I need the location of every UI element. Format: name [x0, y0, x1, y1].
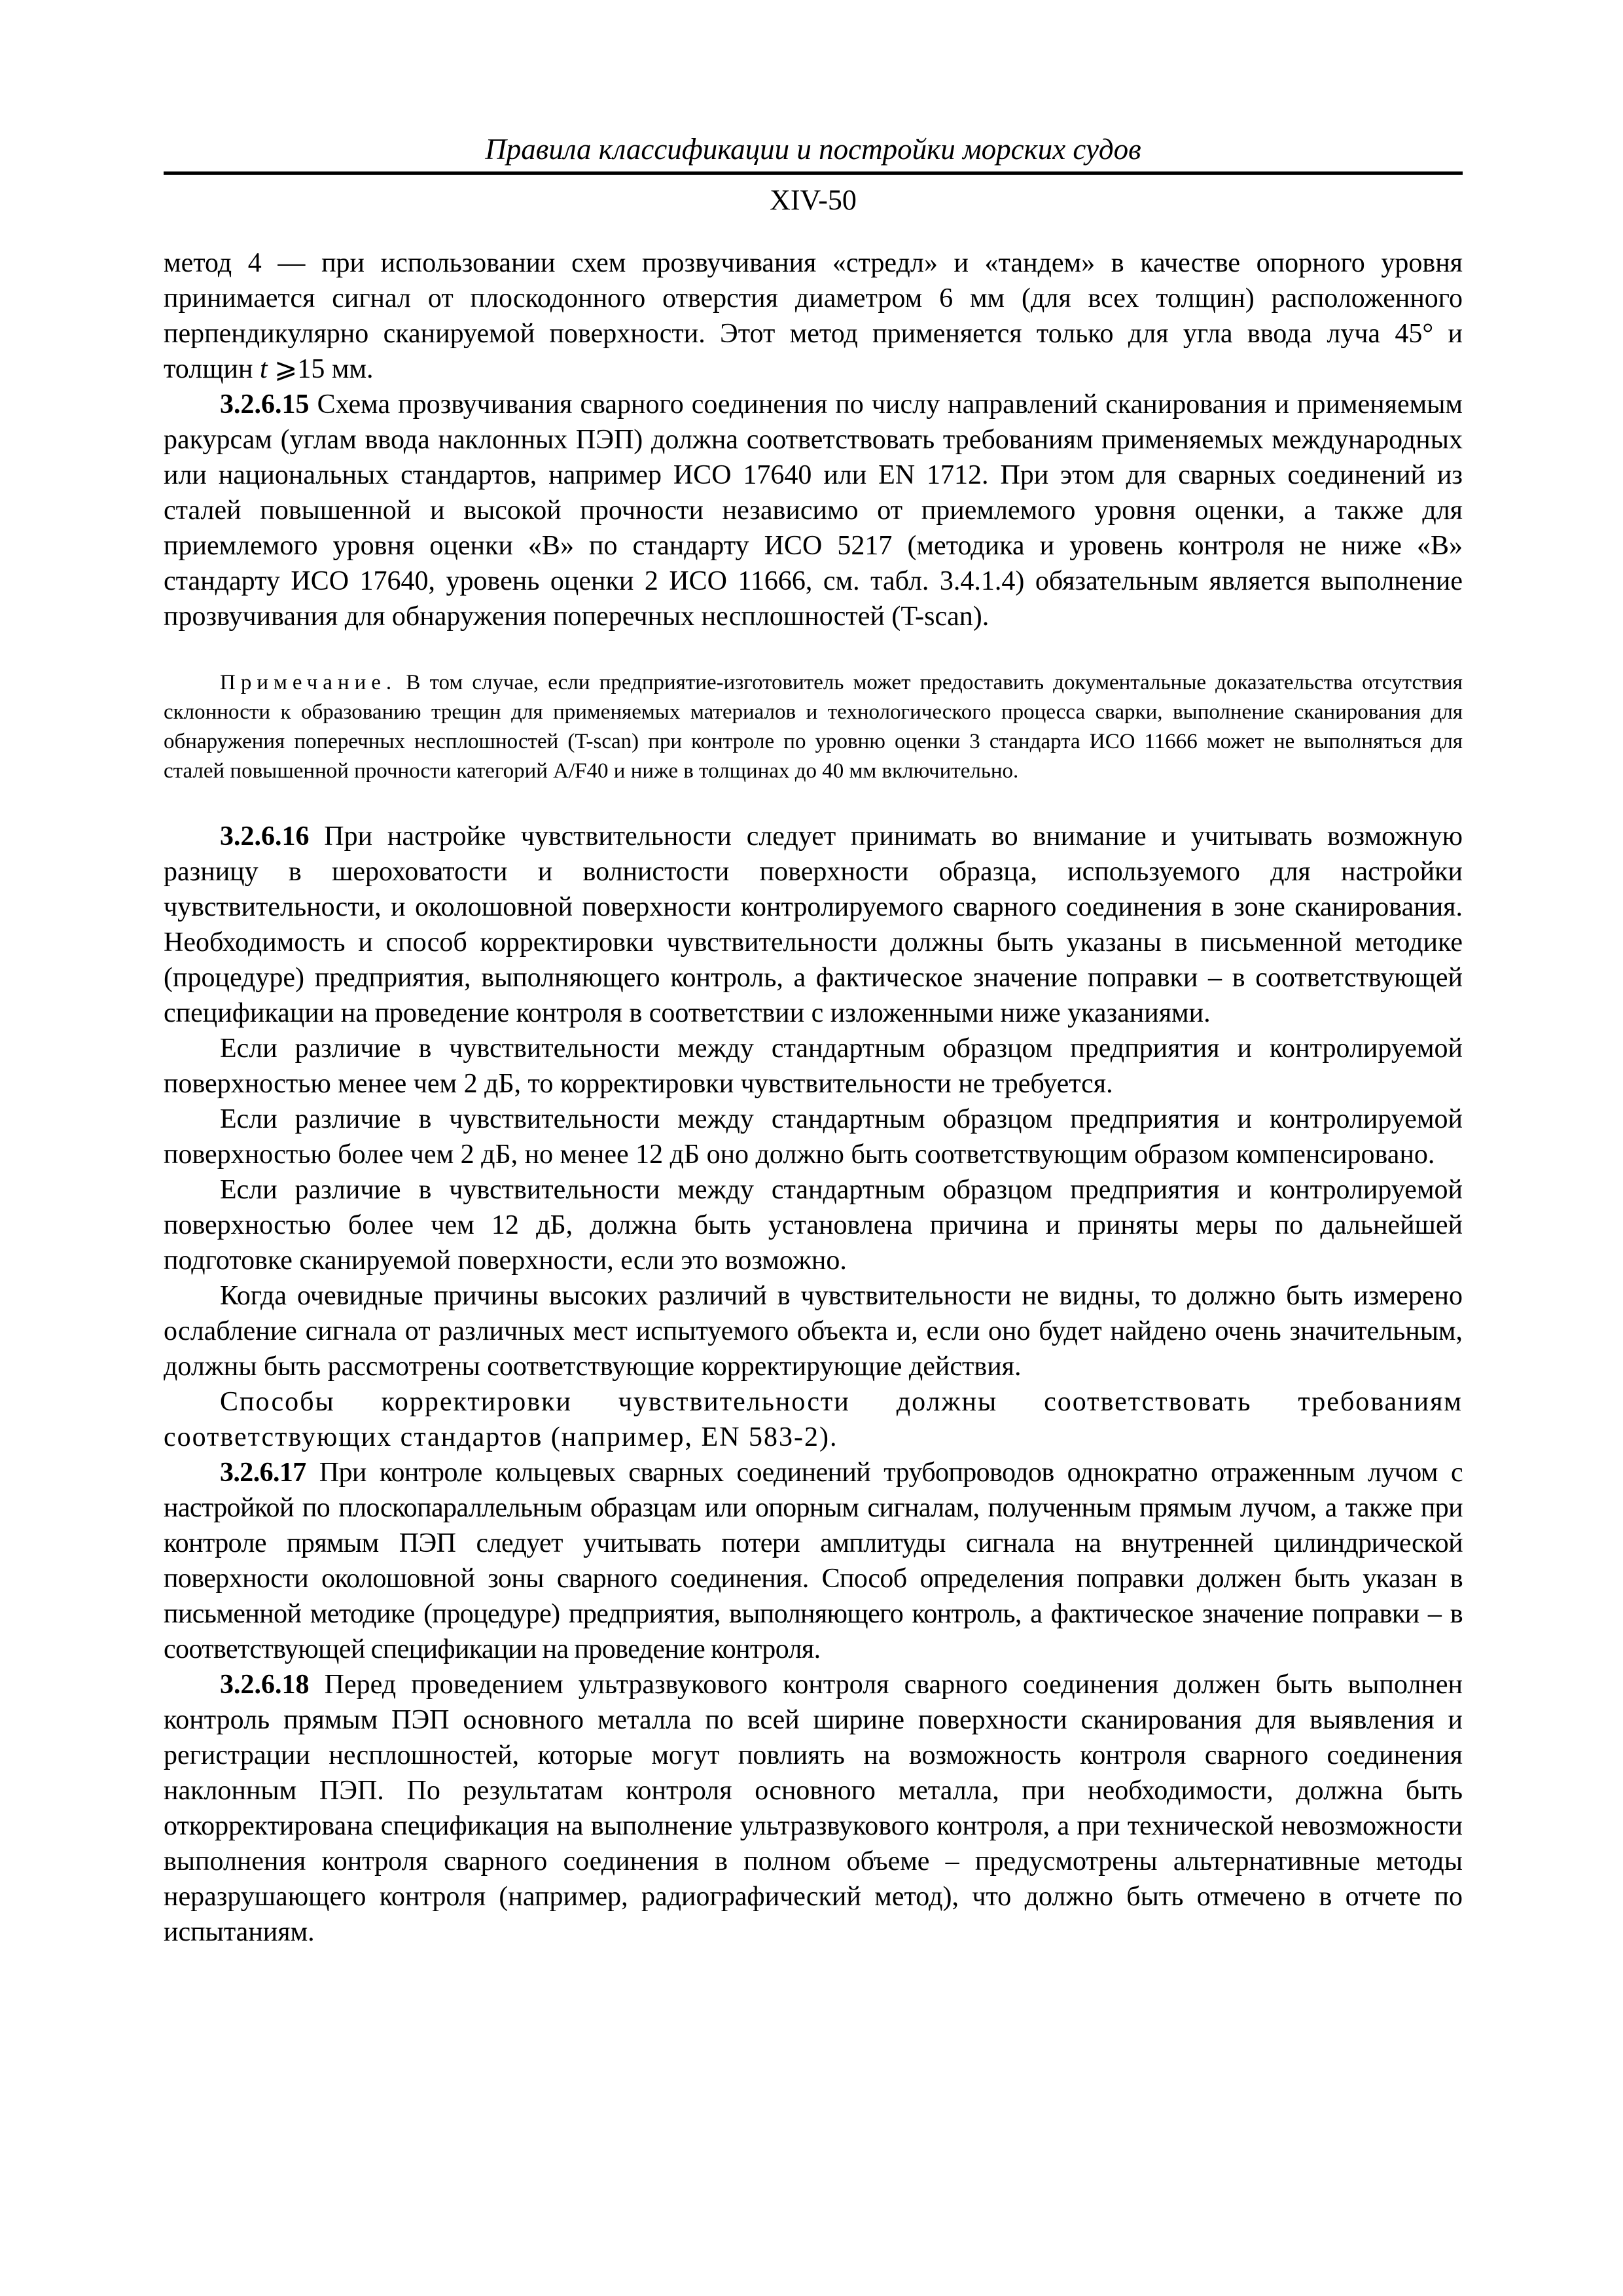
- page-number: XIV-50: [770, 184, 857, 216]
- header-rule: [164, 171, 1463, 175]
- document-body: [164, 245, 1463, 1950]
- paragraph-difference-below-2db: Если различие в чувствительности между стандартным образцом предприятия и контролируемой поверхностью менее чем 2 дБ, то корректировки чувствительности не требуется.: [164, 1033, 1463, 1099]
- paragraph-correction-methods: Способы корректировки чувствительности должны соответствовать требованиям соответствующих стандартов (например, EN 583-2).: [164, 1387, 1463, 1452]
- clause-text: При настройке чувствительности следует принимать во внимание и учитывать возможную разницу в шероховатости и волнистости поверхности образца, используемого для настройки чувствительности, и околошовной поверхности контролируемого сварного соединения в зоне сканирования. Необходимость и способ корректировки чувствительности должны быть указаны в письменной методике (процедуре) предприятия, выполняющего контроль, а фактическое значение поправки – в соответствующей спецификации на проведение контроля в соответствии с изложенными ниже указаниями.: [164, 821, 1463, 1028]
- note-text: В том случае, если предприятие-изготовитель может предоставить документальные доказательства отсутствия склонности к образованию трещин для применяемых материалов и технологического процесса сварки, выполнение сканирования для обнаружения поперечных несплошностей (T-scan) при контроле по уровню оценки 3 стандарта ИСО 11666 может не выполняться для сталей повышенной прочности категорий A/F40 и ниже в толщинах до 40 мм включительно.: [164, 671, 1463, 783]
- note: [164, 668, 1463, 786]
- paragraph-3-2-6-17: [164, 1455, 1463, 1667]
- method-4-text-end: ⩾15 мм.: [267, 354, 374, 384]
- clause-text: При контроле кольцевых сварных соединений трубопроводов однократно отраженным лучом с настройкой по плоскопараллельным образцам или опорным сигналам, полученным прямым лучом, а также при контроле прямым ПЭП следует учитывать потери амплитуды сигнала на внутренней цилиндрической поверхности околошовной зоны сварного соединения. Способ определения поправки должен быть указан в письменной методике (процедуре) предприятия, выполняющего контроль, а фактическое значение поправки – в соответствующей спецификации на проведение контроля.: [164, 1458, 1463, 1664]
- paragraph-3-2-6-16: [164, 819, 1463, 1031]
- clause-number: 3.2.6.16: [220, 821, 310, 852]
- paragraph-3-2-6-15: [164, 387, 1463, 634]
- method-4-text: метод 4 — при использовании схем прозвучивания «стредл» и «тандем» в качестве опорного уровня принимается сигнал от плоскодонного отверстия диаметром 6 мм (для всех толщин) расположенного перпендикулярно сканируемой поверхности. Этот метод применяется только для угла ввода луча 45° и толщин: [164, 248, 1463, 384]
- paragraph-difference-above-12db: Если различие в чувствительности между стандартным образцом предприятия и контролируемой поверхностью более чем 12 дБ, должна быть установлена причина и приняты меры по дальнейшей подготовке сканируемой поверхности, если это возможно.: [164, 1175, 1463, 1276]
- document-page: [164, 131, 1463, 1950]
- thickness-variable: t: [260, 354, 268, 384]
- clause-number: 3.2.6.18: [220, 1670, 310, 1700]
- running-title: Правила классификации и постройки морских судов: [485, 133, 1141, 166]
- paragraph-3-2-6-18: [164, 1667, 1463, 1950]
- clause-text: Перед проведением ультразвукового контроля сварного соединения должен быть выполнен контроль прямым ПЭП основного металла по всей ширине поверхности сканирования для выявления и регистрации несплошностей, которые могут повлиять на возможность контроля сварного соединения наклонным ПЭП. По результатам контроля основного металла, при необходимости, должна быть откорректирована спецификация на выполнение ультразвукового контроля, а при технической невозможности выполнения контроля сварного соединения в полном объеме – предусмотрены альтернативные методы неразрушающего контроля (например, радиографический метод), что должно быть отмечено в отчете по испытаниям.: [164, 1670, 1463, 1947]
- clause-text: Схема прозвучивания сварного соединения по числу направлений сканирования и применяемым ракурсам (углам ввода наклонных ПЭП) должна соответствовать требованиям применяемых международных или национальных стандартов, например ИСО 17640 или EN 1712. При этом для сварных соединений из сталей повышенной и высокой прочности независимо от приемлемого уровня оценки, а также для приемлемого уровня оценки «В» по стандарту ИСО 5217 (методика и уровень контроля не ниже «В» стандарту ИСО 17640, уровень оценки 2 ИСО 11666, см. табл. 3.4.1.4) обязательным является выполнение прозвучивания для обнаружения поперечных несплошностей (T-scan).: [164, 389, 1463, 632]
- clause-number: 3.2.6.15: [220, 389, 310, 420]
- clause-number: 3.2.6.17: [220, 1458, 306, 1488]
- paragraph-method-4: [164, 245, 1463, 387]
- paragraph-difference-2-12db: Если различие в чувствительности между стандартным образцом предприятия и контролируемой поверхностью более чем 2 дБ, но менее 12 дБ оно должно быть соответствующим образом компенсировано.: [164, 1104, 1463, 1170]
- note-label: Примечание.: [220, 671, 397, 694]
- paragraph-attenuation: Когда очевидные причины высоких различий в чувствительности не видны, то должно быть измерено ослабление сигнала от различных мест испытуемого объекта и, если оно будет найдено очень значительным, должны быть рассмотрены соответствующие корректирующие действия.: [164, 1281, 1463, 1382]
